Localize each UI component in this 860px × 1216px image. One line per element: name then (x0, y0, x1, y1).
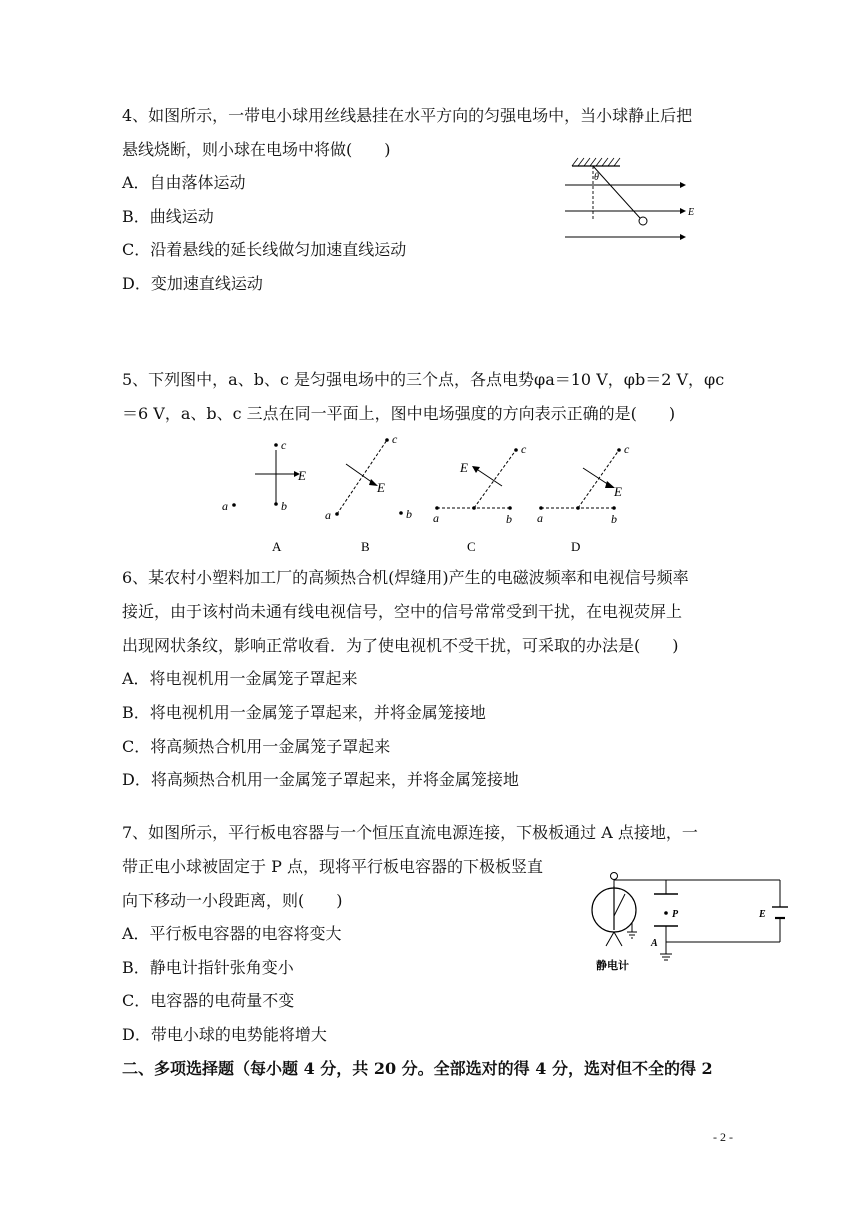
svg-text:a: a (537, 511, 543, 525)
caption-a: A (272, 539, 282, 554)
caption-b: B (361, 539, 370, 554)
q5-field-diagrams (215, 430, 635, 558)
q6-option-d: D．将高频热合机用一金属笼子罩起来，并将金属笼接地 (122, 770, 519, 789)
page-number: - 2 - (713, 1130, 733, 1144)
svg-text:b: b (506, 512, 512, 526)
electrometer-label: 静电计 (596, 960, 629, 972)
svg-text:P: P (672, 909, 679, 920)
field-arrow (680, 182, 686, 188)
q7-capacitor-circuit-figure (588, 872, 798, 974)
svg-text:b: b (406, 507, 412, 521)
point-p (664, 911, 668, 915)
svg-text:E: E (460, 460, 468, 475)
diagram-b (325, 432, 412, 554)
q4-option-a: A．自由落体运动 (122, 173, 246, 192)
q4-option-c: C．沿着悬线的延长线做匀加速直线运动 (122, 240, 407, 259)
field-label: E (688, 207, 695, 218)
q7-option-a: A．平行板电容器的电容将变大 (122, 924, 342, 943)
q6-option-c: C．将高频热合机用一金属笼子罩起来 (122, 737, 391, 756)
svg-text:E: E (377, 480, 385, 495)
q7-option-c: C．电容器的电荷量不变 (122, 991, 295, 1010)
svg-text:A: A (651, 938, 658, 949)
q7-option-d: D．带电小球的电势能将增大 (122, 1025, 327, 1044)
theta-label: θ (594, 172, 599, 183)
q6-line-2: 接近，由于该村尚未通有线电视信号，空中的信号常常受到干扰，在电视荧屏上 (122, 602, 683, 621)
charged-ball (639, 217, 647, 225)
q5-line-1: 5、下列图中，a、b、c 是匀强电场中的三个点，各点电势φa＝10 V，φb＝2 V，φc (122, 370, 725, 389)
q6-option-a: A．将电视机用一金属笼子罩起来 (122, 669, 358, 688)
svg-text:a: a (222, 499, 228, 513)
q4-option-b: B．曲线运动 (122, 207, 214, 226)
q7-line-2: 带正电小球被固定于 P 点，现将平行板电容器的下极板竖直 (122, 857, 543, 876)
thread (593, 166, 640, 218)
svg-text:c: c (624, 442, 630, 456)
q7-line-3: 向下移动一小段距离，则( ) (122, 891, 343, 910)
ceiling-hatch (572, 158, 620, 166)
caption-d: D (571, 539, 581, 554)
diagram-a (222, 438, 306, 554)
q5-line-2: ＝6 V，a、b、c 三点在同一平面上，图中电场强度的方向表示正确的是( ) (122, 404, 676, 423)
q6-option-b: B．将电视机用一金属笼子罩起来，并将金属笼接地 (122, 703, 486, 722)
svg-text:c: c (281, 438, 287, 452)
svg-text:c: c (392, 432, 398, 446)
field-arrow (680, 234, 686, 240)
diagram-c (433, 442, 527, 554)
diagram-d (537, 442, 630, 554)
q7-line-1: 7、如图所示，平行板电容器与一个恒压直流电源连接，下极板通过 A 点接地，一 (122, 823, 698, 842)
q4-line-2: 悬线烧断，则小球在电场中将做( ) (122, 140, 391, 159)
field-arrow (680, 208, 686, 214)
q6-line-1: 6、某农村小塑料加工厂的高频热合机(焊缝用)产生的电磁波频率和电视信号频率 (122, 568, 689, 587)
q4-option-d: D．变加速直线运动 (122, 274, 263, 293)
electroscope-knob (611, 873, 618, 880)
q4-pendulum-figure (560, 152, 700, 247)
q6-line-3: 出现网状条纹，影响正常收看．为了使电视机不受干扰，可采取的办法是( ) (122, 636, 679, 655)
q4-line-1: 4、如图所示，一带电小球用丝线悬挂在水平方向的匀强电场中，当小球静止后把 (122, 106, 693, 125)
caption-c: C (467, 539, 476, 554)
section-2-heading: 二、多项选择题（每小题 4 分，共 20 分。全部选对的得 4 分，选对但不全的得 2 (122, 1059, 713, 1078)
svg-text:a: a (433, 511, 439, 525)
svg-text:E: E (759, 909, 766, 920)
svg-text:c: c (521, 442, 527, 456)
svg-text:b: b (611, 512, 617, 526)
svg-text:b: b (281, 499, 287, 513)
svg-text:E: E (298, 468, 306, 483)
svg-text:a: a (325, 508, 331, 522)
q7-option-b: B．静电计指针张角变小 (122, 958, 294, 977)
svg-text:E: E (614, 484, 622, 499)
